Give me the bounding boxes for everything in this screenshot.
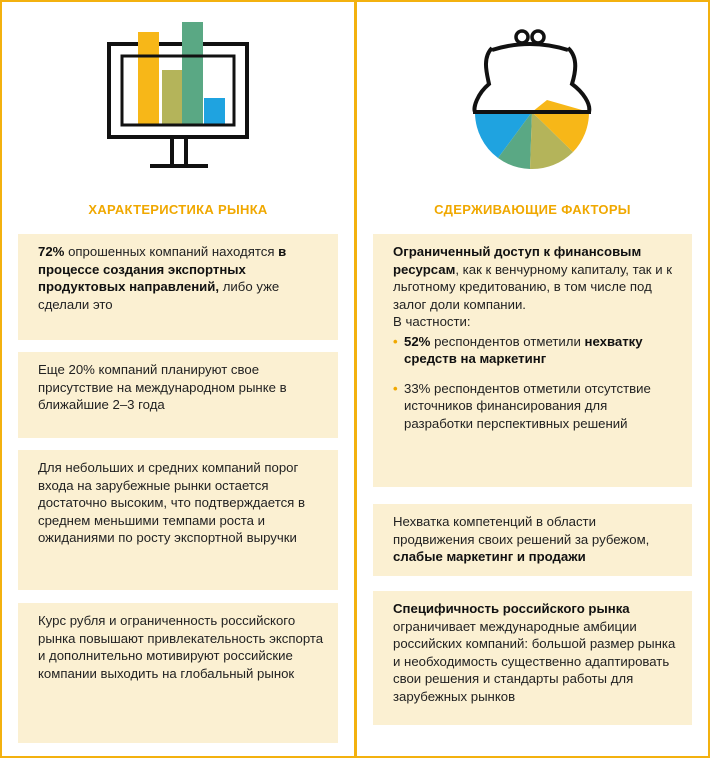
card-text: опрошенных компаний находятся xyxy=(64,244,279,259)
card-text: Для небольших и средних компаний порог входа на зарубежные рынки остается достаточно высоким, что подтверждается в среднем меньшими темпами роста и ожиданиями по росту экспортной выручки xyxy=(38,460,305,545)
card-text: ограничивает международные амбиции российских компаний: большой размер рынка и необходимость существенно адаптировать свои решения и стандарты работы для зарубежных рынков xyxy=(393,618,676,704)
restraining-factors-title: СДЕРЖИВАЮЩИЕ ФАКТОРЫ xyxy=(434,202,631,217)
restraining-factors-column xyxy=(355,0,710,758)
purse-pie-chart-icon xyxy=(357,12,708,187)
card-bold-text: в процессе создания экспортных продуктовых направлений, xyxy=(38,244,287,294)
bullet-icon: • xyxy=(393,333,398,349)
factor-card-1 xyxy=(373,234,692,487)
bullet-item xyxy=(393,333,678,368)
card-text: В частности: xyxy=(393,314,471,329)
card-bold-text: Ограниченный доступ к финансовым ресурсам xyxy=(393,244,642,277)
factor-card-2 xyxy=(373,504,692,576)
market-card-4 xyxy=(18,603,338,743)
market-characteristics-title: ХАРАКТЕРИСТИКА РЫНКА xyxy=(88,202,268,217)
market-card-2 xyxy=(18,352,338,438)
stat-52: 52% xyxy=(404,333,431,349)
market-card-3 xyxy=(18,450,338,590)
card-text: 33% респондентов отметили отсутствие источников финансирования для разработки перспективных решений xyxy=(404,380,651,431)
bullet-icon: • xyxy=(393,380,398,396)
stat-72: 72% xyxy=(38,244,65,259)
card-text: Еще 20% компаний планируют свое присутствие на международном рынке в ближайшие 2–3 года xyxy=(38,362,287,412)
card-text: либо уже сделали это xyxy=(38,279,280,312)
monitor-bar-chart-icon xyxy=(2,12,354,187)
card-bold-text: слабые маркетинг и продажи xyxy=(393,549,586,564)
card-text: Курс рубля и ограниченность российского рынка повышают привлекательность экспорта и дополнительно мотивируют российские компании выходить на глобальный рынок xyxy=(38,613,324,681)
card-text: Нехватка компетенций в области продвижения своих решений за рубежом, xyxy=(393,514,650,547)
market-card-1 xyxy=(18,234,338,340)
bullet-item xyxy=(393,380,678,433)
card-text: респондентов отметили xyxy=(430,333,585,349)
card-bold-text: Специфичность российского рынка xyxy=(393,601,630,616)
card-bold-text: нехватку средств на маркетинг xyxy=(404,333,643,366)
card-text: , как к венчурному капиталу, так и к льготному кредитованию, в том числе под залог доли компании. xyxy=(393,261,673,312)
factor-card-3 xyxy=(373,591,692,725)
